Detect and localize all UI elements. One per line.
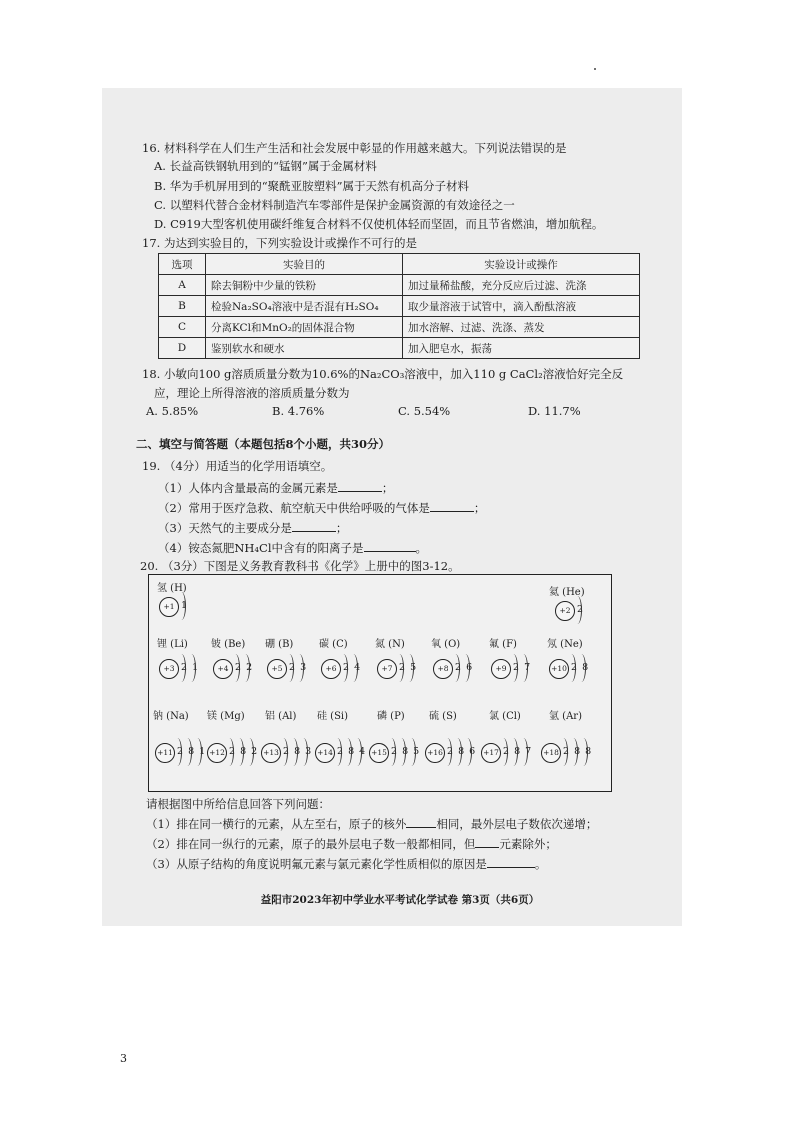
- nucleus: +7: [377, 659, 397, 679]
- q20-part3-text-b: 。: [534, 857, 547, 871]
- q18-stem-line1: 18. 小敏向100 g溶质质量分数为10.6%的Na₂CO₃溶液中，加入110 g CaCl₂溶液恰好完全反: [142, 367, 624, 381]
- q19-part1-text: （1）人体内含量最高的金属元素是: [158, 481, 338, 495]
- electron-shells: 2 4: [343, 662, 362, 673]
- row-option: A: [159, 275, 206, 296]
- electron-shell-arc: [451, 654, 460, 682]
- table-row: [159, 296, 640, 317]
- element-label: 碳 (C): [319, 639, 348, 650]
- nucleus: +13: [261, 743, 281, 763]
- table-header-row: [159, 254, 640, 275]
- electron-shell-arc: [295, 654, 304, 682]
- q18-option-a: A. 5.85%: [146, 404, 199, 418]
- electron-shell-arc: [569, 738, 578, 766]
- electron-shells: 2 8: [571, 662, 590, 673]
- element-label: 氯 (Cl): [489, 711, 521, 722]
- table-row: [159, 338, 640, 359]
- page-number: 3: [120, 1052, 127, 1065]
- answer-blank[interactable]: [430, 500, 474, 512]
- q19-part3-text: （3）天然气的主要成分是: [158, 521, 292, 535]
- electron-shell-arc: [289, 738, 298, 766]
- q19-part1-end: ；: [381, 481, 394, 495]
- electron-shell-arc: [353, 738, 362, 766]
- electron-shell-arc: [177, 592, 189, 620]
- element-label: 氧 (O): [431, 639, 461, 650]
- electron-shells: 2 6: [455, 662, 474, 673]
- page-footer: 益阳市2023年初中学业水平考试化学试卷 第3页（共6页）: [260, 894, 540, 906]
- element-label: 硅 (Si): [317, 711, 349, 722]
- q20-stem: 20. （3分）下图是义务教育教科书《化学》上册中的图3-12。: [140, 559, 460, 573]
- q19-part2: [158, 500, 485, 516]
- q20-part3-text-a: （3）从原子结构的角度说明氟元素与氯元素化学性质相似的原因是: [146, 857, 487, 871]
- electron-shells: 2 8 2: [229, 746, 259, 757]
- row-purpose: 分离KCl和MnO₂的固体混合物: [206, 317, 403, 338]
- electron-shell-arc: [279, 738, 288, 766]
- electron-shell-arc: [183, 738, 192, 766]
- q19-part3-end: ；: [335, 521, 348, 535]
- q20-part3: [146, 856, 546, 872]
- electron-shell-arc: [461, 654, 470, 682]
- electron-shell-arc: [173, 738, 182, 766]
- q20-part2-text-b: 元素除外；: [499, 837, 557, 851]
- q17-table: [158, 253, 640, 359]
- electron-shell-arc: [443, 738, 452, 766]
- element-label: 钠 (Na): [153, 711, 189, 722]
- q20-part1-text-b: 相同，最外层电子数依次递增；: [436, 817, 598, 831]
- scan-speck: [594, 68, 596, 70]
- electron-shell-arc: [567, 654, 576, 682]
- nucleus: +18: [541, 743, 561, 763]
- electron-shell-arc: [299, 738, 308, 766]
- electron-shell-arc: [559, 738, 568, 766]
- nucleus: +11: [155, 743, 175, 763]
- q19-part4-text: （4）铵态氮肥NH₄Cl中含有的阳离子是: [158, 541, 364, 555]
- row-option: C: [159, 317, 206, 338]
- electron-shell-arc: [231, 654, 240, 682]
- electron-shell-arc: [407, 738, 416, 766]
- electron-shell-arc: [387, 738, 396, 766]
- nucleus: +6: [321, 659, 341, 679]
- electron-shells: 2 2: [235, 662, 254, 673]
- q16-option-c: C. 以塑料代替合金材料制造汽车零部件是保护金属资源的有效途径之一: [154, 198, 515, 212]
- electron-shell-arc: [225, 738, 234, 766]
- q19-stem: 19. （4分）用适当的化学用语填空。: [142, 459, 333, 473]
- element-label: 氢 (H): [157, 583, 187, 594]
- electron-shells: 2 3: [289, 662, 308, 673]
- nucleus: +17: [481, 743, 501, 763]
- electron-shell-arc: [395, 654, 404, 682]
- nucleus: +8: [433, 659, 453, 679]
- answer-blank[interactable]: [475, 836, 499, 848]
- nucleus: +10: [549, 659, 569, 679]
- electron-shell-arc: [577, 654, 586, 682]
- electron-shell-arc: [187, 654, 196, 682]
- q19-part4: [158, 540, 427, 556]
- electron-shell-arc: [397, 738, 406, 766]
- electron-shell-arc: [579, 738, 588, 766]
- element-label: 硫 (S): [429, 711, 457, 722]
- electron-shell-arc: [349, 654, 358, 682]
- electron-shell-arc: [193, 738, 202, 766]
- element-label: 磷 (P): [377, 711, 405, 722]
- q16-option-b: B. 华为手机屏用到的“聚酰亚胺塑料”属于天然有机高分子材料: [154, 179, 470, 193]
- row-design: 取少量溶液于试管中，滴入酚酞溶液: [403, 296, 640, 317]
- header-option: 选项: [159, 254, 206, 275]
- electron-shell-arc: [333, 738, 342, 766]
- electron-shells: 1: [181, 600, 189, 611]
- q18-option-c: C. 5.54%: [398, 404, 451, 418]
- nucleus: +14: [315, 743, 335, 763]
- row-design: 加水溶解、过滤、洗涤、蒸发: [403, 317, 640, 338]
- element-label: 镁 (Mg): [207, 711, 245, 722]
- answer-blank[interactable]: [292, 520, 336, 532]
- row-design: 加过量稀盐酸，充分反应后过滤、洗涤: [403, 275, 640, 296]
- q19-part2-text: （2）常用于医疗急救、航空航天中供给呼吸的气体是: [158, 501, 430, 515]
- row-option: B: [159, 296, 206, 317]
- q18-option-d: D. 11.7%: [528, 404, 581, 418]
- electron-shells: 2 8 4: [337, 746, 367, 757]
- element-label: 硼 (B): [265, 639, 294, 650]
- electron-shells: 2 8 3: [283, 746, 313, 757]
- q16-option-d: D. C919大型客机使用碳纤维复合材料不仅使机体轻而坚固，而且节省燃油，增加航程。: [154, 217, 604, 231]
- row-option: D: [159, 338, 206, 359]
- element-label: 氩 (Ar): [549, 711, 582, 722]
- q19-part3: [158, 520, 347, 536]
- answer-blank[interactable]: [364, 540, 416, 552]
- table-row: [159, 317, 640, 338]
- nucleus: +3: [159, 659, 179, 679]
- electron-shell-arc: [519, 654, 528, 682]
- answer-blank[interactable]: [487, 856, 535, 868]
- electron-shell-arc: [519, 738, 528, 766]
- electron-shells: 2 7: [513, 662, 532, 673]
- electron-shell-arc: [463, 738, 472, 766]
- nucleus: +16: [425, 743, 445, 763]
- row-purpose: 除去铜粉中少量的铁粉: [206, 275, 403, 296]
- electron-shell-arc: [235, 738, 244, 766]
- electron-shell-arc: [453, 738, 462, 766]
- row-design: 加入肥皂水，振荡: [403, 338, 640, 359]
- electron-shells: 2 8 8: [563, 746, 593, 757]
- q19-part1: [158, 480, 393, 496]
- atomic-structure-figure: [148, 574, 612, 792]
- electron-shell-arc: [245, 738, 254, 766]
- q20-part2: [146, 836, 557, 852]
- element-label: 氮 (N): [375, 639, 405, 650]
- nucleus: +15: [369, 743, 389, 763]
- answer-blank[interactable]: [338, 480, 382, 492]
- electron-shell-arc: [509, 654, 518, 682]
- q19-part2-end: ；: [473, 501, 486, 515]
- nucleus: +9: [491, 659, 511, 679]
- q20-part1-text-a: （1）排在同一横行的元素，从左至右，原子的核外: [146, 817, 407, 831]
- q17-stem: 17. 为达到实验目的，下列实验设计或操作不可行的是: [142, 236, 417, 250]
- element-label: 氖 (Ne): [547, 639, 583, 650]
- q18-stem-line2: 应，理论上所得溶液的溶质质量分数为: [154, 386, 350, 400]
- row-purpose: 鉴别软水和硬水: [206, 338, 403, 359]
- electron-shell-arc: [343, 738, 352, 766]
- electron-shells: 2 1: [181, 662, 200, 673]
- q20-part1: [146, 816, 597, 832]
- electron-shell-arc: [405, 654, 414, 682]
- element-label: 氟 (F): [489, 639, 517, 650]
- q18-option-b: B. 4.76%: [272, 404, 325, 418]
- row-purpose: 检验Na₂SO₄溶液中是否混有H₂SO₄: [206, 296, 403, 317]
- electron-shells: 2 8 6: [447, 746, 477, 757]
- electron-shell-arc: [573, 596, 585, 624]
- element-label: 铍 (Be): [211, 639, 246, 650]
- q16-option-a: A. 长益高铁钢轨用到的“锰钢”属于金属材料: [154, 159, 377, 173]
- q19-part4-end: 。: [415, 541, 427, 555]
- electron-shells: 2: [577, 604, 585, 615]
- element-label: 铝 (Al): [265, 711, 297, 722]
- header-design: 实验设计或操作: [403, 254, 640, 275]
- nucleus: +1: [159, 597, 179, 617]
- table-row: [159, 275, 640, 296]
- electron-shell-arc: [177, 654, 186, 682]
- section-title: 二、填空与简答题（本题包括8个小题，共30分）: [136, 437, 391, 451]
- electron-shells: 2 5: [399, 662, 418, 673]
- nucleus: +4: [213, 659, 233, 679]
- element-label: 氦 (He): [549, 587, 585, 598]
- electron-shells: 2 8 7: [503, 746, 533, 757]
- q20-prompt: 请根据图中所给信息回答下列问题：: [146, 797, 330, 811]
- electron-shell-arc: [339, 654, 348, 682]
- electron-shells: 2 8 1: [177, 746, 207, 757]
- nucleus: +12: [207, 743, 227, 763]
- electron-shell-arc: [241, 654, 250, 682]
- element-label: 锂 (Li): [157, 639, 188, 650]
- electron-shell-arc: [285, 654, 294, 682]
- nucleus: +2: [555, 601, 575, 621]
- q16-stem: 16. 材料科学在人们生产生活和社会发展中彰显的作用越来越大。下列说法错误的是: [142, 141, 567, 155]
- answer-blank[interactable]: [406, 816, 436, 828]
- electron-shells: 2 8 5: [391, 746, 421, 757]
- nucleus: +5: [267, 659, 287, 679]
- electron-shell-arc: [509, 738, 518, 766]
- electron-shell-arc: [499, 738, 508, 766]
- header-purpose: 实验目的: [206, 254, 403, 275]
- q20-part2-text-a: （2）排在同一纵行的元素，原子的最外层电子数一般都相同，但: [146, 837, 476, 851]
